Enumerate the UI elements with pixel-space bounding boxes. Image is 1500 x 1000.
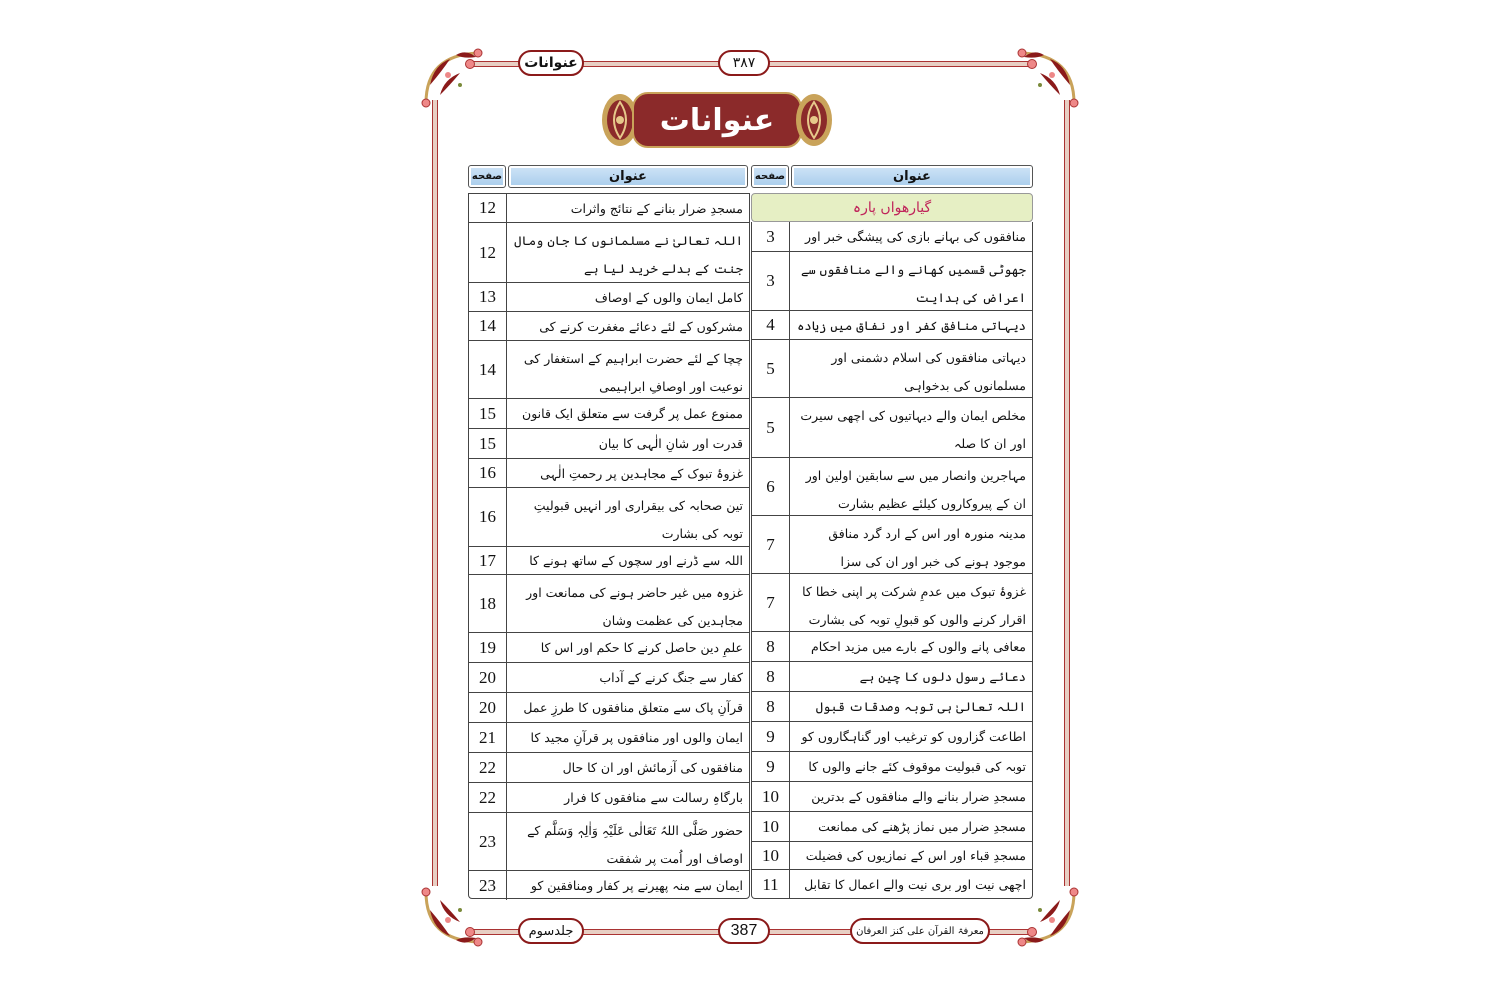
toc-page-number: 17 xyxy=(469,547,507,575)
corner-ornament-icon xyxy=(420,45,484,109)
toc-page-number: 8 xyxy=(752,662,790,692)
header-page-number: ٣٨٧ xyxy=(718,50,770,76)
frame-dot xyxy=(1027,927,1037,937)
toc-page-number: 8 xyxy=(752,632,790,662)
banner-ornament-right-icon xyxy=(796,88,840,152)
toc-entry-title[interactable]: اللہ تعالیٰ ہی توبہ وصدقات قبول xyxy=(790,692,1032,722)
toc-entry-title[interactable]: مسجدِ قباء اور اس کے نمازیوں کی فضیلت xyxy=(790,842,1032,870)
toc-page-number: 10 xyxy=(752,782,790,812)
toc-page-number: 15 xyxy=(469,429,507,459)
toc-entry-title[interactable]: کامل ایمان والوں کے اوصاف xyxy=(507,283,749,312)
toc-page-number: 18 xyxy=(469,575,507,633)
right-col-title-header: عنوان xyxy=(791,165,1033,188)
toc-page-number: 10 xyxy=(752,812,790,842)
toc-entry-title[interactable]: معافی پانے والوں کے بارے میں مزید احکام xyxy=(790,632,1032,662)
frame-right-line xyxy=(1064,100,1070,886)
toc-entry-title[interactable]: دیہاتی منافق کفر اور نفاق میں زیادہ xyxy=(790,311,1032,340)
toc-page-number: 8 xyxy=(752,692,790,722)
toc-entry-title[interactable]: ایمان سے منہ پھیرنے پر کفار ومنافقین کو xyxy=(530,878,743,893)
toc-page-number: 11 xyxy=(752,870,790,899)
left-toc-table xyxy=(468,193,750,899)
para-heading: گیارھواں پارہ xyxy=(751,193,1033,222)
left-col-page-header: صفحه xyxy=(468,165,506,188)
toc-page-number: 16 xyxy=(469,488,507,547)
toc-page-number: 20 xyxy=(469,693,507,723)
toc-entry-title[interactable]: ممنوع عمل پر گرفت سے متعلق ایک قانون xyxy=(507,399,749,429)
toc-entry-title[interactable]: چچا کے لئے حضرت ابراہیم کے استغفار کی نوعیت اور اوصافِ ابراہیمی xyxy=(507,341,749,399)
toc-page-number: 23 xyxy=(469,813,507,871)
toc-entry-title[interactable]: مسجدِ ضرار میں نماز پڑھنے کی ممانعت xyxy=(790,812,1032,842)
right-col-page-header: صفحه xyxy=(751,165,789,188)
toc-page-number: 3 xyxy=(752,222,790,252)
frame-dot xyxy=(1027,59,1037,69)
toc-page-number: 19 xyxy=(469,633,507,663)
toc-entry-title[interactable]: قرآنِ پاک سے متعلق منافقوں کا طرزِ عمل xyxy=(507,693,749,723)
frame-dot xyxy=(465,927,475,937)
toc-entry-title[interactable]: مسجدِ ضرار بنانے والے منافقوں کے بدترین xyxy=(790,782,1032,812)
footer-volume-label: جلدسوم xyxy=(518,918,584,944)
toc-entry-title[interactable]: مہاجرین وانصار میں سے سابقین اولین اور ان کے پیروکاروں کیلئے عظیم بشارت xyxy=(790,458,1032,516)
toc-entry-title[interactable]: اللہ تعالیٰ نے مسلمانوں کا جان ومال جنت کے بدلے خرید لیا ہے xyxy=(507,223,749,283)
toc-entry-title[interactable]: منافقوں کی آزمائش اور ان کا حال xyxy=(507,753,749,783)
page-title-banner: عنوانات xyxy=(632,92,802,148)
toc-entry-title[interactable]: مسجدِ ضرار بنانے کے نتائج واثرات xyxy=(507,194,749,223)
toc-page-number: 9 xyxy=(752,722,790,752)
toc-entry-title[interactable]: حضور صَلَّی اللہُ تَعَالٰی عَلَیْہِ وَاٰلِہٖ وَسَلَّم کے اوصاف اور اُمت پر شفقت xyxy=(507,813,749,871)
toc-entry-title[interactable]: علمِ دین حاصل کرنے کا حکم اور اس کا xyxy=(507,633,749,663)
toc-page-number: 12 xyxy=(469,223,507,283)
toc-page-number: 15 xyxy=(469,399,507,429)
toc-entry-title[interactable]: غزوۂ تبوک میں عدمِ شرکت پر اپنی خطا کا اقرار کرنے والوں کو قبولِ توبہ کی بشارت xyxy=(790,574,1032,632)
toc-page-number: 12 xyxy=(469,194,507,223)
toc-page-number: 21 xyxy=(469,723,507,753)
footer-book-title: معرفۃ القرآن علی کنز العرفان xyxy=(850,918,990,944)
toc-page-number: 6 xyxy=(752,458,790,516)
toc-page-number: 14 xyxy=(469,341,507,399)
toc-entry-title[interactable]: مدینہ منورہ اور اس کے ارد گرد منافق موجود ہونے کی خبر اور ان کی سزا xyxy=(790,516,1032,574)
toc-entry-title[interactable]: قدرت اور شانِ الٰہی کا بیان xyxy=(507,429,749,459)
toc-page-number: 20 xyxy=(469,663,507,693)
toc-entry-title[interactable]: غزوہ میں غیر حاضر ہونے کی ممانعت اور مجاہدین کی عظمت وشان xyxy=(507,575,749,633)
toc-page-number: 23 xyxy=(469,871,507,900)
right-toc-table xyxy=(751,222,1033,899)
toc-entry-title[interactable]: توبہ کی قبولیت موقوف کئے جانے والوں کا xyxy=(790,752,1032,782)
toc-entry-title[interactable]: تین صحابہ کی بیقراری اور انہیں قبولیتِ توبہ کی بشارت xyxy=(507,488,749,547)
toc-page-number: 16 xyxy=(469,459,507,488)
toc-page-number: 22 xyxy=(469,783,507,813)
toc-entry-title[interactable]: بارگاہِ رسالت سے منافقوں کا فرار xyxy=(507,783,749,813)
toc-entry-title[interactable]: اچھی نیت اور بری نیت والے اعمال کا تقابل xyxy=(804,877,1026,892)
toc-entry-title[interactable]: کفار سے جنگ کرنے کے آداب xyxy=(507,663,749,693)
toc-page-number: 4 xyxy=(752,311,790,340)
toc-page-number: 3 xyxy=(752,252,790,311)
toc-page-number: 7 xyxy=(752,516,790,574)
toc-page-number: 9 xyxy=(752,752,790,782)
corner-ornament-icon xyxy=(1016,45,1080,109)
toc-page-number: 22 xyxy=(469,753,507,783)
toc-page-number: 13 xyxy=(469,283,507,312)
frame-left-line xyxy=(432,100,438,886)
toc-entry-title[interactable]: منافقوں کی بہانے بازی کی پیشگی خبر اور xyxy=(790,222,1032,252)
toc-entry-title[interactable]: غزوۂ تبوک کے مجاہدین پر رحمتِ الٰہی xyxy=(507,459,749,488)
toc-entry-title[interactable]: اللہ سے ڈرنے اور سچوں کے ساتھ ہونے کا xyxy=(507,547,749,575)
toc-entry-title[interactable]: دیہاتی منافقوں کی اسلام دشمنی اور مسلمانوں کی بدخواہی xyxy=(790,340,1032,398)
toc-page-number: 7 xyxy=(752,574,790,632)
toc-page-number: 10 xyxy=(752,842,790,870)
book-page xyxy=(420,40,1080,960)
frame-dot xyxy=(465,59,475,69)
toc-entry-title[interactable]: اطاعت گزاروں کو ترغیب اور گناہگاروں کو xyxy=(790,722,1032,752)
toc-entry-title[interactable]: دعائے رسول دلوں کا چین ہے xyxy=(790,662,1032,692)
toc-entry-title[interactable]: جھوٹی قسمیں کھانے والے منافقوں سے اعراض کی ہدایت xyxy=(790,252,1032,311)
toc-page-number: 14 xyxy=(469,312,507,341)
footer-page-number: 387 xyxy=(718,918,770,944)
toc-entry-title[interactable]: مشرکوں کے لئے دعائے مغفرت کرنے کی xyxy=(507,312,749,341)
toc-page-number: 5 xyxy=(752,398,790,458)
toc-entry-title[interactable]: مخلص ایمان والے دیہاتیوں کی اچھی سیرت اور ان کا صلہ xyxy=(790,398,1032,458)
left-col-title-header: عنوان xyxy=(508,165,748,188)
toc-entry-title[interactable]: ایمان والوں اور منافقوں پر قرآنِ مجید کا xyxy=(507,723,749,753)
toc-page-number: 5 xyxy=(752,340,790,398)
header-section-label: عنوانات xyxy=(518,50,584,76)
